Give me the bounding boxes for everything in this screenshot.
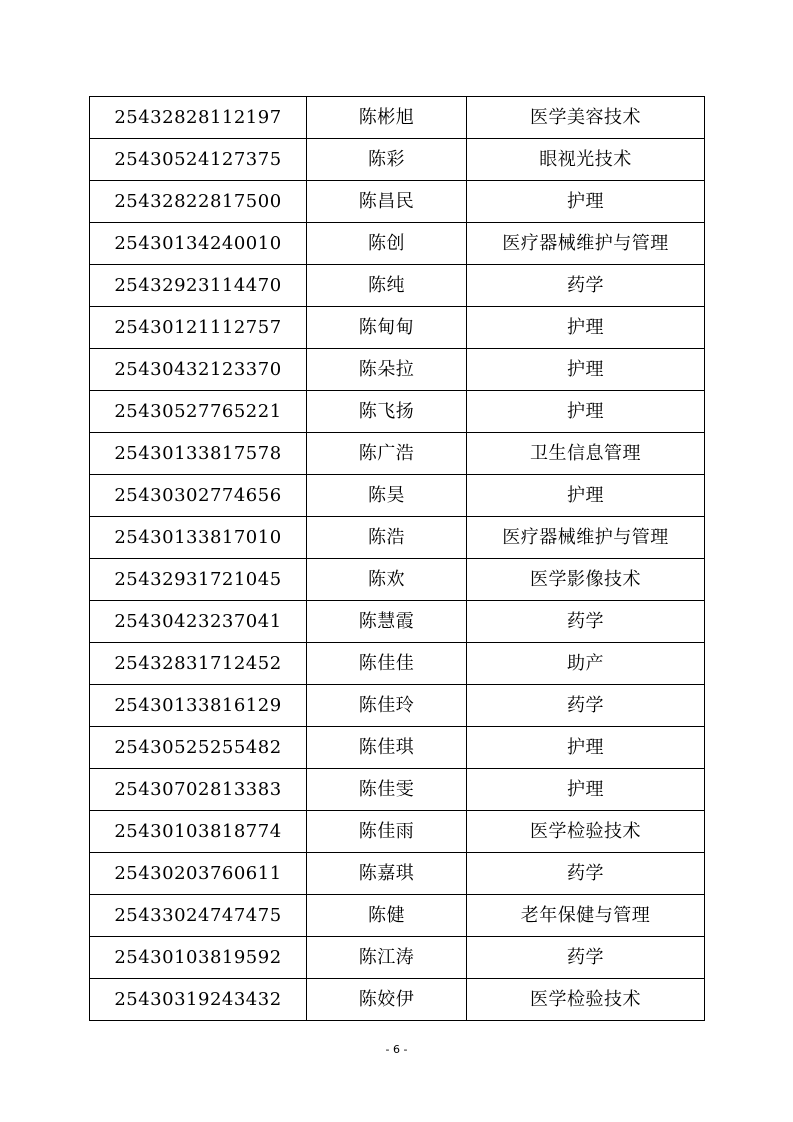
major-cell: 护理 <box>467 769 705 811</box>
major-cell: 医学检验技术 <box>467 979 705 1021</box>
table-row <box>90 853 705 895</box>
student-name-cell: 陈嘉琪 <box>307 853 467 895</box>
major-cell: 护理 <box>467 391 705 433</box>
major-cell: 卫生信息管理 <box>467 433 705 475</box>
major-cell: 医学检验技术 <box>467 811 705 853</box>
major-cell: 眼视光技术 <box>467 139 705 181</box>
major-cell: 老年保健与管理 <box>467 895 705 937</box>
student-id-cell: 25430527765221 <box>90 391 307 433</box>
table-row <box>90 601 705 643</box>
student-name-cell: 陈甸甸 <box>307 307 467 349</box>
table-row <box>90 727 705 769</box>
major-cell: 药学 <box>467 685 705 727</box>
student-name-cell: 陈江涛 <box>307 937 467 979</box>
student-name-cell: 陈创 <box>307 223 467 265</box>
student-name-cell: 陈浩 <box>307 517 467 559</box>
page-number: - 6 - <box>385 1043 408 1056</box>
roster-table <box>89 96 705 1021</box>
major-cell: 药学 <box>467 937 705 979</box>
student-id-cell: 25430702813383 <box>90 769 307 811</box>
major-cell: 药学 <box>467 601 705 643</box>
table-row <box>90 139 705 181</box>
student-id-cell: 25430525255482 <box>90 727 307 769</box>
student-id-cell: 25430203760611 <box>90 853 307 895</box>
student-id-cell: 25430133816129 <box>90 685 307 727</box>
student-name-cell: 陈佳玲 <box>307 685 467 727</box>
student-id-cell: 25433024747475 <box>90 895 307 937</box>
student-name-cell: 陈佳雨 <box>307 811 467 853</box>
student-id-cell: 25432822817500 <box>90 181 307 223</box>
major-cell: 护理 <box>467 349 705 391</box>
student-id-cell: 25430524127375 <box>90 139 307 181</box>
table-row <box>90 349 705 391</box>
student-name-cell: 陈昌民 <box>307 181 467 223</box>
student-name-cell: 陈彩 <box>307 139 467 181</box>
table-row <box>90 895 705 937</box>
table-row <box>90 265 705 307</box>
student-name-cell: 陈欢 <box>307 559 467 601</box>
major-cell: 护理 <box>467 475 705 517</box>
student-name-cell: 陈姣伊 <box>307 979 467 1021</box>
student-id-cell: 25430432123370 <box>90 349 307 391</box>
student-id-cell: 25430121112757 <box>90 307 307 349</box>
student-id-cell: 25430103818774 <box>90 811 307 853</box>
student-name-cell: 陈朵拉 <box>307 349 467 391</box>
student-name-cell: 陈佳琪 <box>307 727 467 769</box>
student-name-cell: 陈佳佳 <box>307 643 467 685</box>
roster-table-body <box>90 97 705 1021</box>
major-cell: 护理 <box>467 181 705 223</box>
student-id-cell: 25430133817578 <box>90 433 307 475</box>
table-row <box>90 475 705 517</box>
student-name-cell: 陈慧霞 <box>307 601 467 643</box>
table-row <box>90 769 705 811</box>
table-row <box>90 979 705 1021</box>
table-row <box>90 433 705 475</box>
student-id-cell: 25430302774656 <box>90 475 307 517</box>
table-row <box>90 223 705 265</box>
student-id-cell: 25432828112197 <box>90 97 307 139</box>
student-id-cell: 25430319243432 <box>90 979 307 1021</box>
student-id-cell: 25430133817010 <box>90 517 307 559</box>
major-cell: 护理 <box>467 307 705 349</box>
major-cell: 医学影像技术 <box>467 559 705 601</box>
table-row <box>90 937 705 979</box>
table-row <box>90 391 705 433</box>
major-cell: 助产 <box>467 643 705 685</box>
table-row <box>90 97 705 139</box>
student-id-cell: 25430103819592 <box>90 937 307 979</box>
student-name-cell: 陈纯 <box>307 265 467 307</box>
major-cell: 医疗器械维护与管理 <box>467 223 705 265</box>
major-cell: 医学美容技术 <box>467 97 705 139</box>
student-id-cell: 25432831712452 <box>90 643 307 685</box>
student-name-cell: 陈广浩 <box>307 433 467 475</box>
student-name-cell: 陈彬旭 <box>307 97 467 139</box>
student-name-cell: 陈飞扬 <box>307 391 467 433</box>
major-cell: 医疗器械维护与管理 <box>467 517 705 559</box>
table-row <box>90 685 705 727</box>
table-row <box>90 181 705 223</box>
major-cell: 药学 <box>467 265 705 307</box>
student-name-cell: 陈佳雯 <box>307 769 467 811</box>
student-id-cell: 25432931721045 <box>90 559 307 601</box>
student-id-cell: 25432923114470 <box>90 265 307 307</box>
student-name-cell: 陈健 <box>307 895 467 937</box>
table-row <box>90 811 705 853</box>
student-id-cell: 25430423237041 <box>90 601 307 643</box>
student-id-cell: 25430134240010 <box>90 223 307 265</box>
table-row <box>90 643 705 685</box>
student-name-cell: 陈昊 <box>307 475 467 517</box>
major-cell: 药学 <box>467 853 705 895</box>
major-cell: 护理 <box>467 727 705 769</box>
table-row <box>90 307 705 349</box>
table-row <box>90 517 705 559</box>
table-row <box>90 559 705 601</box>
